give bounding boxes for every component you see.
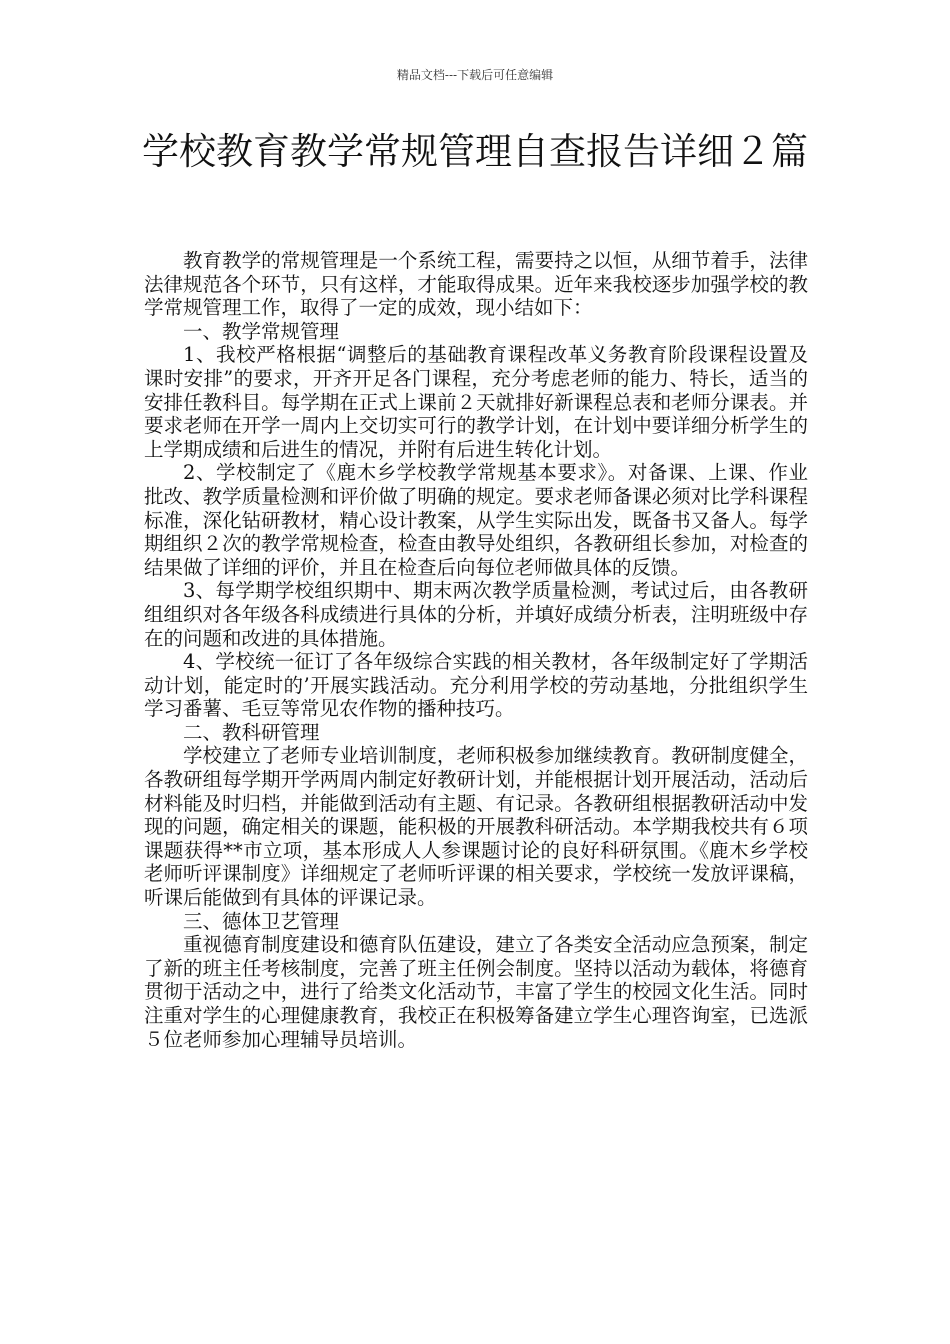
section-heading-research: 二、教科研管理 <box>183 720 320 744</box>
document-body <box>144 249 808 1051</box>
paragraph-research: 学校建立了老师专业培训制度，老师积极参加继续教育。教研制度健全，各教研组每学期开学两周内制定好教研计划，并能根据计划开展活动，活动后材料能及时归档，并能做到活动有主题、有记录。各教研组根据教研活动中发现的问题，确定相关的课题，能积极的开展教科研活动。本学期我校共有６项课题获得**市立项，基本形成人人参课题讨论的良好科研氛围。《鹿木乡学校老师听评课制度》详细规定了老师听评课的相关要求，学校统一发放评课稿，听课后能做到有具体的评课记录。 <box>144 744 808 910</box>
section-heading-teaching: 一、教学常规管理 <box>183 319 340 343</box>
paragraph-item-1: 1、我校严格根据“调整后的基础教育课程改革义务教育阶段课程设置及课时安排”的要求，开齐开足各门课程，充分考虑老师的能力、特长，适当的安排任教科目。每学期在正式上课前２天就排好新课程总表和老师分课表。并要求老师在开学一周内上交切实可行的教学计划，在计划中要详细分析学生的上学期成绩和后进生的情况，并附有后进生转化计划。 <box>144 343 808 461</box>
paragraph-item-4: 4、学校统一征订了各年级综合实践的相关教材，各年级制定好了学期活动计划，能定时的’开展实践活动。充分利用学校的劳动基地，分批组织学生学习番薯、毛豆等常见农作物的播种技巧。 <box>144 650 808 721</box>
section-heading-moral: 三、德体卫艺管理 <box>183 909 340 933</box>
paragraph-item-2: 2、学校制定了《鹿木乡学校教学常规基本要求》。对备课、上课、作业批改、教学质量检测和评价做了明确的规定。要求老师备课必须对比学科课程标准，深化钻研教材，精心设计教案，从学生实际出发，既备书又备人。每学期组织２次的教学常规检查，检查由教导处组织，各教研组长参加，对检查的结果做了详细的评价，并且在检查后向每位老师做具体的反馈。 <box>144 461 808 579</box>
document-title: 学校教育教学常规管理自查报告详细２篇 <box>142 130 808 173</box>
header-note: 精品文档---下载后可任意编辑 <box>396 68 554 82</box>
paragraph-moral: 重视德育制度建设和德育队伍建设，建立了各类安全活动应急预案，制定了新的班主任考核制度，完善了班主任例会制度。坚持以活动为载体，将德育贯彻于活动之中，进行了给类文化活动节，丰富了学生的校园文化生活。同时注重对学生的心理健康教育，我校正在积极筹备建立学生心理咨询室，已选派５位老师参加心理辅导员培训。 <box>144 933 808 1051</box>
paragraph-item-3: 3、每学期学校组织期中、期末两次教学质量检测，考试过后，由各教研组组织对各年级各科成绩进行具体的分析，并填好成绩分析表，注明班级中存在的问题和改进的具体措施。 <box>144 579 808 650</box>
paragraph-intro: 教育教学的常规管理是一个系统工程，需要持之以恒，从细节着手，法律法律规范各个环节，只有这样，才能取得成果。近年来我校逐步加强学校的教学常规管理工作，取得了一定的成效，现小结如下： <box>144 249 808 320</box>
